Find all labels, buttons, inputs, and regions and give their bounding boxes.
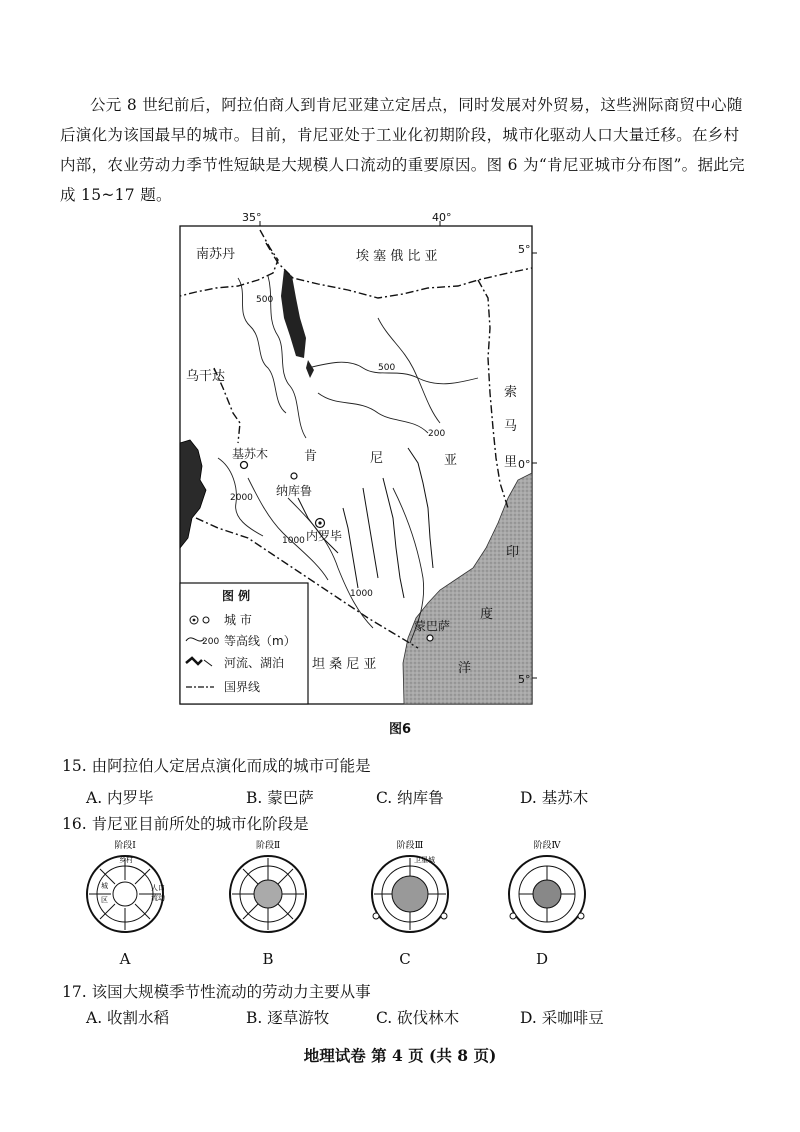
lat-label: 5° [518, 673, 531, 686]
question-17-stem: 17. 该国大规模季节性流动的劳动力主要从事 [62, 983, 371, 1001]
stage-1-diagram[interactable] [75, 836, 175, 936]
svg-text:流动: 流动 [151, 894, 165, 902]
contour-label: 1000 [350, 589, 373, 599]
legend-title: 图 例 [222, 589, 251, 603]
contour-label: 2000 [230, 493, 253, 503]
label-tanzania: 坦 桑 尼 亚 [312, 657, 377, 672]
legend-river-lake: 河流、湖泊 [224, 656, 285, 670]
svg-text:城: 城 [101, 882, 108, 890]
stage-4-letter[interactable]: D [535, 950, 549, 968]
label-ocean: 洋 [458, 661, 472, 676]
stage-3-letter[interactable]: C [399, 950, 411, 968]
contour-label: 500 [256, 295, 274, 305]
label-somalia: 马 [504, 419, 518, 434]
label-kenya: 尼 [370, 451, 384, 466]
stage-3-title: 阶段Ⅲ [396, 841, 424, 851]
lat-label: 0° [518, 458, 531, 471]
stage-2-diagram[interactable] [218, 836, 318, 936]
label-ethiopia: 埃 塞 俄 比 亚 [356, 249, 438, 264]
city-kisumu-label: 基苏木 [232, 447, 269, 461]
lon-label: 40° [432, 211, 452, 224]
question-15-stem: 15. 由阿拉伯人定居点演化而成的城市可能是 [62, 757, 371, 775]
contour-label: 200 [428, 429, 446, 439]
svg-text:人口: 人口 [151, 884, 165, 892]
stage-3-diagram[interactable] [360, 836, 460, 936]
svg-text:200: 200 [202, 637, 220, 647]
page-footer: 地理试卷 第 4 页 (共 8 页) [303, 1046, 497, 1065]
stage-2-title: 阶段Ⅱ [255, 841, 281, 851]
q15-option-b[interactable]: B. 蒙巴萨 [246, 789, 314, 807]
figure-caption: 图6 [388, 722, 412, 737]
map-legend [180, 583, 308, 704]
q15-option-a[interactable]: A. 内罗毕 [86, 789, 154, 807]
q17-option-b[interactable]: B. 逐草游牧 [246, 1009, 330, 1027]
city-nakuru-label: 纳库鲁 [276, 484, 313, 498]
stage-2-letter[interactable]: B [262, 950, 274, 968]
legend-border: 国界线 [224, 680, 261, 694]
label-somalia: 里 [504, 455, 518, 470]
kenya-city-map [178, 211, 534, 706]
question-16-stem: 16. 肯尼亚目前所处的城市化阶段是 [62, 815, 309, 833]
q17-option-c[interactable]: C. 砍伐林木 [376, 1009, 460, 1027]
stage-1-title: 阶段Ⅰ [114, 841, 136, 851]
passage: 公元 8 世纪前后，阿拉伯商人到肯尼亚建立定居点，同时发展对外贸易，这些洲际商贸中心随后演化为该国最早的城市。目前，肯尼亚处于工业化初期阶段，城市化驱动人口大量迁移。在乡村内部，农业劳动力季节性短缺是大规模人口流动的重要原因。图 6 为“肯尼亚城市分布图”。据此完成 15~17 题。 [60, 96, 745, 204]
city-nairobi-label: 内罗毕 [306, 529, 343, 543]
stage-1-letter[interactable]: A [119, 950, 131, 968]
q15-option-c[interactable]: C. 纳库鲁 [376, 789, 444, 807]
legend-contour: 等高线（m） [224, 634, 296, 648]
svg-text:乡村: 乡村 [119, 856, 133, 864]
label-somalia: 索 [504, 385, 518, 400]
label-ocean: 度 [480, 607, 494, 622]
q15-option-d[interactable]: D. 基苏木 [520, 789, 589, 807]
city-nakuru-marker [291, 473, 297, 479]
q17-option-a[interactable]: A. 收割水稻 [86, 1009, 170, 1027]
label-ocean: 印 [506, 545, 520, 560]
stage-4-diagram[interactable] [497, 836, 597, 936]
label-uganda: 乌干达 [186, 369, 226, 384]
label-south-sudan: 南苏丹 [196, 247, 236, 262]
city-mombasa-marker [427, 635, 433, 641]
stage-4-title: 阶段Ⅳ [533, 841, 561, 851]
contour-label: 1000 [282, 536, 305, 546]
lat-label: 5° [518, 243, 531, 256]
svg-text:卫星城: 卫星城 [414, 856, 435, 864]
lon-label: 35° [242, 211, 262, 224]
city-kisumu-marker [241, 462, 248, 469]
legend-city: 城 市 [224, 613, 252, 627]
city-mombasa-label: 蒙巴萨 [414, 619, 451, 633]
label-kenya: 亚 [444, 453, 458, 468]
label-kenya: 肯 [304, 449, 318, 464]
q17-option-d[interactable]: D. 采咖啡豆 [520, 1009, 604, 1027]
svg-text:区: 区 [101, 896, 108, 904]
contour-label: 500 [378, 363, 396, 373]
